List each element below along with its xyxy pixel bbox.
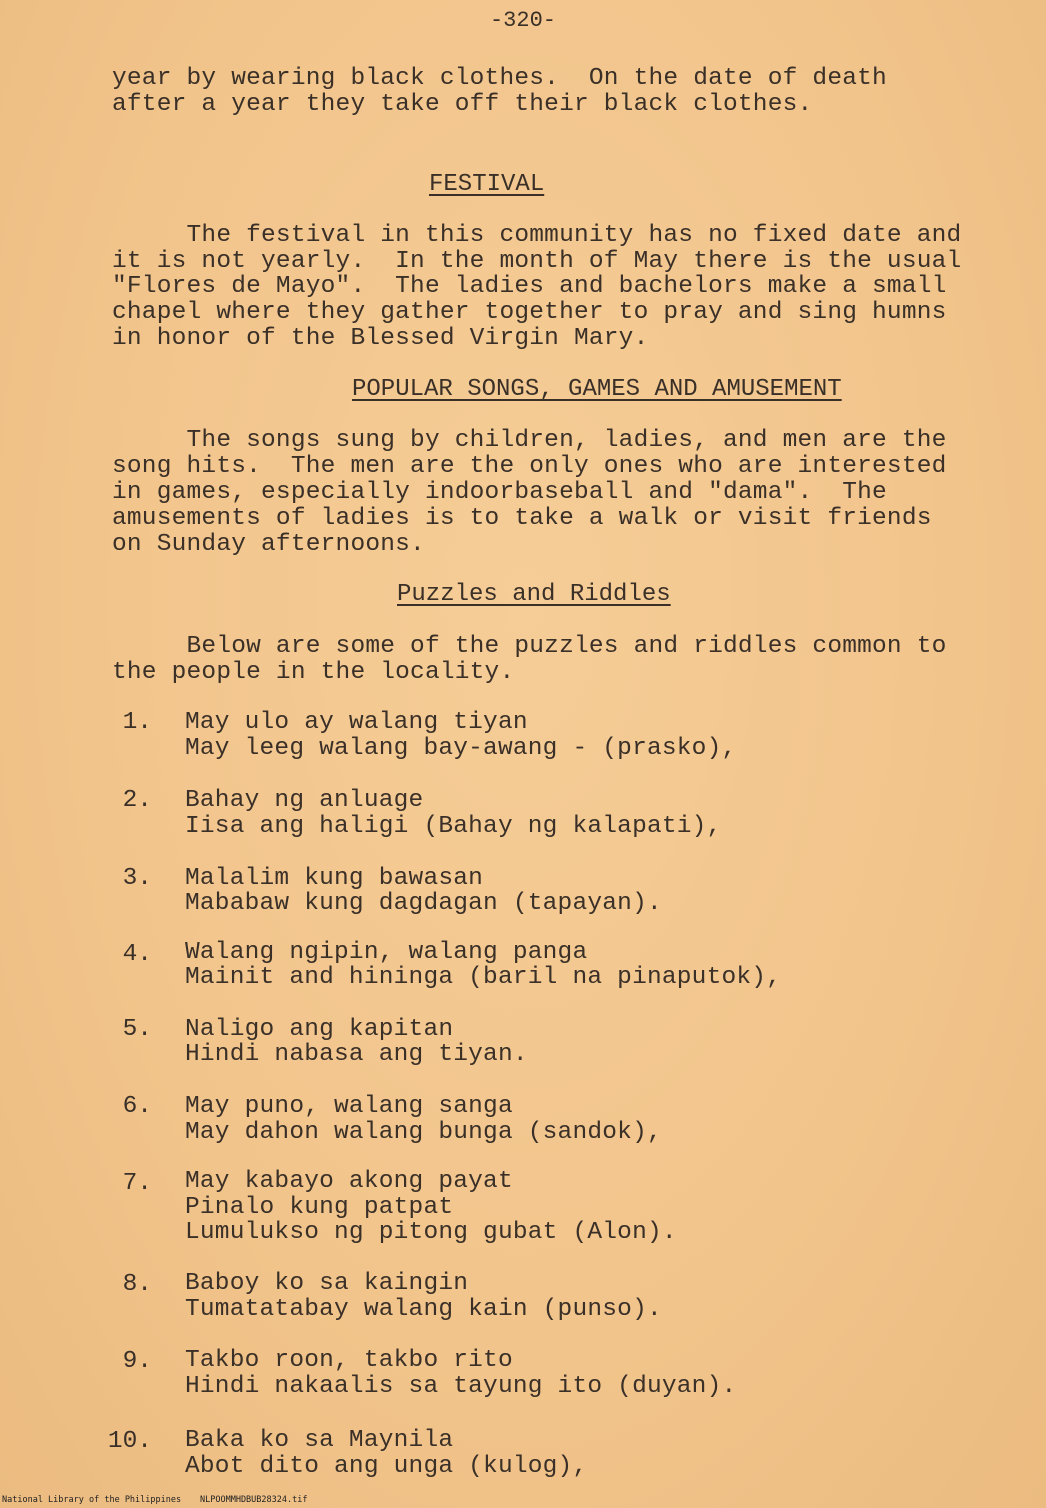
- riddle-line: Tumatatabay walang kain (punso).: [185, 1296, 662, 1323]
- riddle-line: Mababaw kung dagdagan (tapayan).: [185, 890, 662, 917]
- paragraph-line: The songs sung by children, ladies, and men are the: [112, 427, 947, 454]
- riddle-number: 3.: [122, 865, 152, 892]
- riddle-line: Hindi nabasa ang tiyan.: [185, 1041, 528, 1068]
- riddle-line: Baboy ko sa kaingin: [185, 1270, 469, 1297]
- riddle-line: Mainit and hininga (baril na pinaputok),: [185, 964, 782, 991]
- footer-library: National Library of the Philippines: [2, 1495, 182, 1505]
- paragraph-line: song hits. The men are the only ones who are interested: [112, 453, 947, 480]
- paragraph-line: "Flores de Mayo". The ladies and bachelors make a small: [112, 273, 947, 300]
- riddle-line: Naligo ang kapitan: [185, 1016, 454, 1043]
- riddle-number: 7.: [122, 1170, 152, 1197]
- riddle-line: May kabayo akong payat: [185, 1168, 513, 1195]
- riddle-line: Abot dito ang unga (kulog),: [185, 1453, 588, 1480]
- riddle-number: 9.: [122, 1348, 152, 1375]
- section-heading-songs: POPULAR SONGS, GAMES AND AMUSEMENT: [352, 376, 842, 403]
- section-heading-festival: FESTIVAL: [429, 171, 545, 198]
- riddle-line: Bahay ng anluage: [185, 787, 424, 814]
- intro-line: year by wearing black clothes. On the date of death: [112, 65, 887, 92]
- riddle-line: Takbo roon, takbo rito: [185, 1347, 513, 1374]
- riddle-number: 5.: [122, 1016, 152, 1043]
- paragraph-line: on Sunday afternoons.: [112, 531, 425, 558]
- section-heading-puzzles: Puzzles and Riddles: [397, 581, 671, 608]
- riddle-line: Pinalo kung patpat: [185, 1194, 454, 1221]
- riddle-number: 10.: [107, 1428, 152, 1455]
- paragraph-line: it is not yearly. In the month of May there is the usual: [112, 248, 962, 275]
- paragraph-line: Below are some of the puzzles and riddles common to: [112, 633, 947, 660]
- riddle-line: May leeg walang bay-awang - (prasko),: [185, 735, 737, 762]
- riddle-line: Walang ngipin, walang panga: [185, 939, 588, 966]
- riddle-number: 1.: [122, 709, 152, 736]
- paragraph-line: the people in the locality.: [112, 659, 515, 686]
- riddle-line: May ulo ay walang tiyan: [185, 709, 528, 736]
- riddle-line: Lumulukso ng pitong gubat (Alon).: [185, 1219, 677, 1246]
- paragraph-line: The festival in this community has no fixed date and: [112, 222, 962, 249]
- intro-line: after a year they take off their black clothes.: [112, 91, 813, 118]
- footer-filename: NLPOOMMHDBUB28324.tif: [200, 1495, 308, 1505]
- riddle-number: 2.: [122, 787, 152, 814]
- riddle-line: Hindi nakaalis sa tayung ito (duyan).: [185, 1373, 737, 1400]
- riddle-line: May puno, walang sanga: [185, 1093, 513, 1120]
- paragraph-line: in games, especially indoorbaseball and "dama". The: [112, 479, 887, 506]
- riddle-line: Baka ko sa Maynila: [185, 1427, 454, 1454]
- riddle-line: Iisa ang haligi (Bahay ng kalapati),: [185, 813, 722, 840]
- paragraph-line: chapel where they gather together to pray and sing humns: [112, 299, 947, 326]
- riddle-line: Malalim kung bawasan: [185, 865, 484, 892]
- paragraph-line: amusements of ladies is to take a walk or visit friends: [112, 505, 932, 532]
- riddle-number: 6.: [122, 1093, 152, 1120]
- riddle-number: 8.: [122, 1271, 152, 1298]
- page-number: -320-: [489, 8, 556, 33]
- riddle-line: May dahon walang bunga (sandok),: [185, 1119, 662, 1146]
- paragraph-line: in honor of the Blessed Virgin Mary.: [112, 325, 649, 352]
- riddle-number: 4.: [122, 941, 152, 968]
